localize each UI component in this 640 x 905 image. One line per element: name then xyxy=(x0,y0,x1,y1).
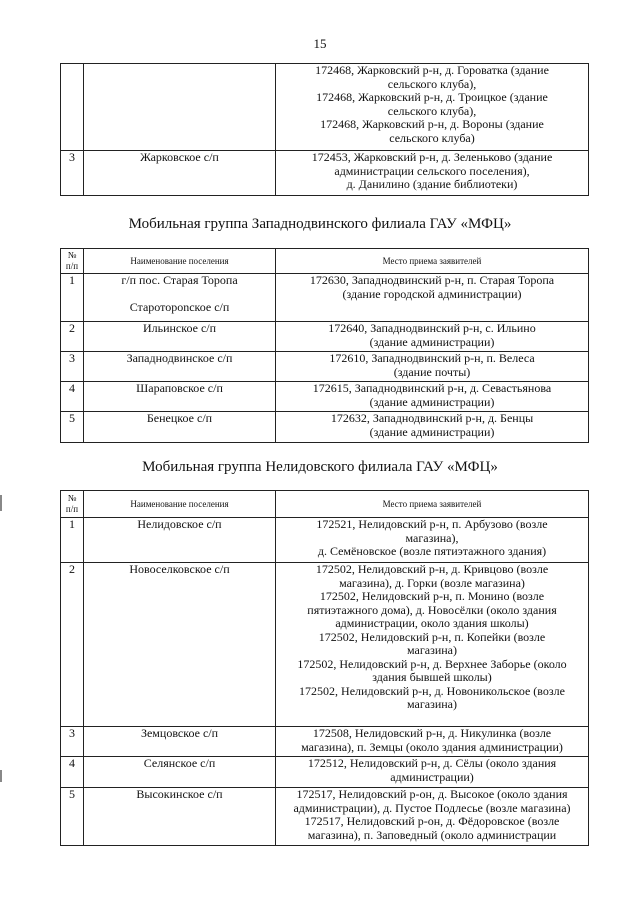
header-number: № п/п xyxy=(61,491,84,518)
reception-place: 172640, Западнодвинский р-н, с. Ильино (здание администрации) xyxy=(276,322,589,352)
table-row xyxy=(61,518,589,563)
table-row xyxy=(61,563,589,727)
place-line: сельского клуба), xyxy=(387,103,477,118)
table-row xyxy=(61,382,589,412)
table-row xyxy=(61,151,589,196)
header-number: № п/п xyxy=(61,249,84,274)
settlement-name xyxy=(84,64,276,151)
reception-place: 172630, Западнодвинский р-н, п. Старая Торопа (здание городской администрации) xyxy=(276,274,589,322)
row-number: 1 xyxy=(61,274,84,322)
settlement-name: Жарковское с/п xyxy=(84,151,276,196)
place-line: сельского клуба) xyxy=(389,130,475,145)
section-title-zapadnaya-dvina: Мобильная группа Западнодвинского филиала ГАУ «МФЦ» xyxy=(128,216,512,232)
row-number: 5 xyxy=(61,412,84,443)
reception-place: 172610, Западнодвинский р-н, п. Велеса (здание почты) xyxy=(276,352,589,382)
row-number: 3 xyxy=(61,727,84,757)
row-number xyxy=(61,64,84,151)
reception-place: 172632, Западнодвинский р-н, д. Бенцы (здание администрации) xyxy=(276,412,589,443)
row-number: 2 xyxy=(61,322,84,352)
settlement-name: Земцовское с/п xyxy=(84,727,276,757)
header-settlement-name: Наименование поселения xyxy=(84,491,276,518)
table-row xyxy=(61,274,589,322)
row-number: 1 xyxy=(61,518,84,563)
table-row xyxy=(61,757,589,788)
reception-place: 172615, Западнодвинский р-н, д. Севастьянова (здание администрации) xyxy=(276,382,589,412)
table-row xyxy=(61,412,589,443)
reception-place xyxy=(276,151,589,196)
reception-place xyxy=(276,64,589,151)
settlement-name: Нелидовское с/п xyxy=(84,518,276,563)
settlement-name: г/п пос. Старая Торопа Старотороnское с/п xyxy=(84,274,276,322)
place-line: 172468, Жарковский р-н, д. Горoватка (здание xyxy=(315,63,549,77)
place-line: 172453, Жарковский р-н, д. Зеленьково (здание xyxy=(311,150,553,164)
row-number: 4 xyxy=(61,382,84,412)
table-nelidovo xyxy=(60,490,589,846)
table-row xyxy=(61,788,589,846)
reception-place: 172521, Нелидовский р-н, п. Арбузово (возле магазина), д. Семёновское (возле пятиэтажного здания) xyxy=(276,518,589,563)
settlement-name: Бенецкое с/п xyxy=(84,412,276,443)
settlement-name: Ильинское с/п xyxy=(84,322,276,352)
settlement-name: Западнодвинское с/п xyxy=(84,352,276,382)
reception-place: 172517, Нелидовский р-он, д. Высокое (около здания администрации), д. Пустое Подлесье (возле магазина) 172517, Нелидовский р-он, д. Фёдоровское (возле магазина), п. Заповедный (около администрации xyxy=(276,788,589,846)
place-line: д. Данилино (здание библиотеки) xyxy=(346,177,518,191)
scan-edge-mark xyxy=(0,495,2,511)
header-settlement-name: Наименование поселения xyxy=(84,249,276,274)
scan-edge-mark xyxy=(0,770,2,782)
table-row xyxy=(61,64,589,151)
reception-place: 172502, Нелидовский р-н, д. Кривцово (возле магазина), д. Горки (возле магазина) 172502, Нелидовский р-н, п. Монино (возле пятиэтажного дома), д. Новосёлки (около здания администрации, около здания школы) 172502, Нелидовский р-н, п. Копейки (возле магазина) 172502, Нелидовский р-н, д. Верхнее Заборье (около здания бывшей школы) 172502, Нелидовский р-н, д. Новоникольское (возле магазина) xyxy=(276,563,589,727)
row-number: 3 xyxy=(61,352,84,382)
settlement-name: Селянское с/п xyxy=(84,757,276,788)
section-title-nelidovo: Мобильная группа Нелидовского филиала ГАУ «МФЦ» xyxy=(142,459,498,475)
place-line: 172468, Жарковский р-н, д. Троицкое (здание xyxy=(316,90,548,104)
header-reception-place: Место приема заявителей xyxy=(276,491,589,518)
settlement-name: Шараповское с/п xyxy=(84,382,276,412)
reception-place: 172508, Нелидовский р-н, д. Никулинка (возле магазина), п. Земцы (около здания администрации) xyxy=(276,727,589,757)
settlement-name: Высокинское с/п xyxy=(84,788,276,846)
place-line: 172468, Жарковский р-н, д. Вороны (здание xyxy=(320,117,544,131)
row-number: 2 xyxy=(61,563,84,727)
settlement-name: Новоселковское с/п xyxy=(84,563,276,727)
table-row xyxy=(61,322,589,352)
place-line: сельского клуба), xyxy=(387,76,477,91)
table-row xyxy=(61,727,589,757)
table-zapadnaya-dvina xyxy=(60,248,589,443)
row-number: 5 xyxy=(61,788,84,846)
row-number: 3 xyxy=(61,151,84,196)
row-number: 4 xyxy=(61,757,84,788)
table-header-row xyxy=(61,491,589,518)
table-zharkovsky xyxy=(60,63,589,196)
header-reception-place: Место приема заявителей xyxy=(276,249,589,274)
table-row xyxy=(61,352,589,382)
table-header-row xyxy=(61,249,589,274)
page-number: 15 xyxy=(313,36,327,51)
place-line: администрации сельского поселения), xyxy=(334,163,530,178)
reception-place: 172512, Нелидовский р-н, д. Сёлы (около здания администрации) xyxy=(276,757,589,788)
